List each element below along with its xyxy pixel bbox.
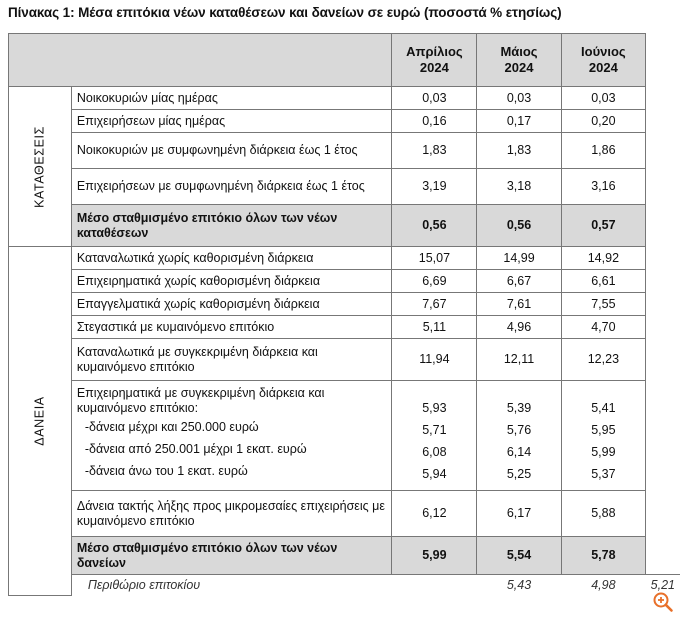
deposits-section-label: ΚΑΤΑΘΕΣΕΙΣ — [32, 125, 47, 208]
sub-row-label: -δάνεια μέχρι και 250.000 ευρώ — [84, 420, 259, 434]
value-cell: 5,54 — [477, 537, 561, 575]
table-title: Πίνακας 1: Μέσα επιτόκια νέων καταθέσεων και δανείων σε ευρώ (ποσοστά % ετησίως) — [8, 5, 562, 20]
value-cell: 11,94 — [392, 339, 477, 381]
value-cell: 0,56 — [477, 205, 561, 247]
value-cell: 6,61 — [561, 270, 646, 293]
value-cell: 0,20 — [561, 110, 646, 133]
table-row — [9, 491, 680, 537]
table-row — [9, 293, 680, 316]
value-cell: 12,23 — [561, 339, 646, 381]
table-row — [9, 339, 680, 381]
zoom-in-icon[interactable] — [652, 591, 674, 613]
business-loans-row — [9, 381, 680, 491]
value-cell: 15,07 — [392, 247, 477, 270]
table-row — [9, 110, 680, 133]
value-cell: 5,25 — [506, 467, 532, 481]
table-row — [9, 247, 680, 270]
value-cell: 0,16 — [392, 110, 477, 133]
value-cell: 0,03 — [477, 87, 561, 110]
value-cell: 4,96 — [477, 316, 561, 339]
business-loans-label-cell — [71, 381, 392, 491]
value-cell: 6,08 — [422, 445, 447, 459]
value-cell: 6,14 — [506, 445, 532, 459]
value-cell: 5,11 — [392, 316, 477, 339]
value-cell: 12,11 — [477, 339, 561, 381]
column-header-june: Ιούνιος 2024 — [561, 34, 646, 87]
sub-row-label: -δάνεια από 250.001 μέχρι 1 εκατ. ευρώ — [84, 442, 307, 456]
value-cell: 5,99 — [392, 537, 477, 575]
sub-row-label: -δάνεια άνω του 1 εκατ. ευρώ — [84, 464, 248, 478]
value-cell: 3,18 — [477, 169, 561, 205]
loans-section-cell — [9, 247, 72, 596]
value-cell: 5,88 — [561, 491, 646, 537]
value-cell: 6,67 — [477, 270, 561, 293]
april-values-cell — [392, 381, 477, 491]
row-label: Δάνεια τακτής λήξης προς μικρομεσαίες επιχειρήσεις με κυμαινόμενο επιτόκιο — [71, 491, 392, 537]
may-values-cell — [477, 381, 561, 491]
value-cell: 5,21 — [646, 575, 680, 596]
column-header-may: Μάιος 2024 — [477, 34, 561, 87]
value-cell: 6,17 — [477, 491, 561, 537]
column-header-april: Απρίλιος 2024 — [392, 34, 477, 87]
value-cell: 7,67 — [392, 293, 477, 316]
value-cell: 5,41 — [591, 401, 616, 415]
row-label: Επιχειρήσεων μίας ημέρας — [71, 110, 392, 133]
loans-section-label: ΔΑΝΕΙΑ — [32, 396, 47, 446]
header-row — [9, 34, 680, 87]
value-cell: 5,39 — [506, 401, 532, 415]
value-cell: 1,83 — [392, 133, 477, 169]
header-blank-cell — [9, 34, 392, 87]
margin-row — [9, 575, 680, 596]
table-row — [9, 270, 680, 293]
row-label: Μέσο σταθμισμένο επιτόκιο όλων των νέων δανείων — [71, 537, 392, 575]
row-label: Στεγαστικά με κυμαινόμενο επιτόκιο — [71, 316, 392, 339]
table-row — [9, 133, 680, 169]
row-label: Νοικοκυριών μίας ημέρας — [71, 87, 392, 110]
deposits-section-cell — [9, 87, 72, 247]
deposits-total-row — [9, 205, 680, 247]
value-cell: 3,19 — [392, 169, 477, 205]
table-row — [9, 316, 680, 339]
value-cell: 7,61 — [477, 293, 561, 316]
table-row — [9, 169, 680, 205]
row-label: Επιχειρηματικά χωρίς καθορισμένη διάρκεια — [71, 270, 392, 293]
row-label: Επιχειρήσεων με συμφωνημένη διάρκεια έως 1 έτος — [71, 169, 392, 205]
value-cell: 0,17 — [477, 110, 561, 133]
june-values-cell — [561, 381, 646, 491]
value-cell: 5,76 — [506, 423, 532, 437]
value-cell: 0,03 — [561, 87, 646, 110]
value-cell: 1,86 — [561, 133, 646, 169]
value-cell: 5,37 — [591, 467, 616, 481]
value-cell: 0,57 — [561, 205, 646, 247]
row-label: Καταναλωτικά χωρίς καθορισμένη διάρκεια — [71, 247, 392, 270]
value-cell: 14,92 — [561, 247, 646, 270]
value-cell: 5,71 — [422, 423, 447, 437]
value-cell: 7,55 — [561, 293, 646, 316]
value-cell: 5,43 — [477, 575, 561, 596]
value-cell: 14,99 — [477, 247, 561, 270]
value-cell: 3,16 — [561, 169, 646, 205]
value-cell: 5,93 — [422, 401, 447, 415]
row-label: Περιθώριο επιτοκίου — [71, 575, 477, 596]
value-cell: 5,95 — [591, 423, 616, 437]
value-cell: 0,56 — [392, 205, 477, 247]
value-cell: 6,12 — [392, 491, 477, 537]
row-label: Μέσο σταθμισμένο επιτόκιο όλων των νέων καταθέσεων — [71, 205, 392, 247]
row-label: Επαγγελματικά χωρίς καθορισμένη διάρκεια — [71, 293, 392, 316]
value-cell: 6,69 — [392, 270, 477, 293]
value-cell: 1,83 — [477, 133, 561, 169]
table-row — [9, 87, 680, 110]
value-cell: 5,78 — [561, 537, 646, 575]
row-label: Επιχειρηματικά με συγκεκριμένη διάρκεια και κυμαινόμενο επιτόκιο: — [76, 386, 325, 415]
loans-total-row — [9, 537, 680, 575]
row-label: Καταναλωτικά με συγκεκριμένη διάρκεια και κυμαινόμενο επιτόκιο — [71, 339, 392, 381]
value-cell: 0,03 — [392, 87, 477, 110]
value-cell: 4,70 — [561, 316, 646, 339]
value-cell: 4,98 — [561, 575, 646, 596]
interest-rates-table — [8, 33, 680, 596]
value-cell: 5,94 — [422, 467, 447, 481]
row-label: Νοικοκυριών με συμφωνημένη διάρκεια έως 1 έτος — [71, 133, 392, 169]
value-cell: 5,99 — [591, 445, 616, 459]
